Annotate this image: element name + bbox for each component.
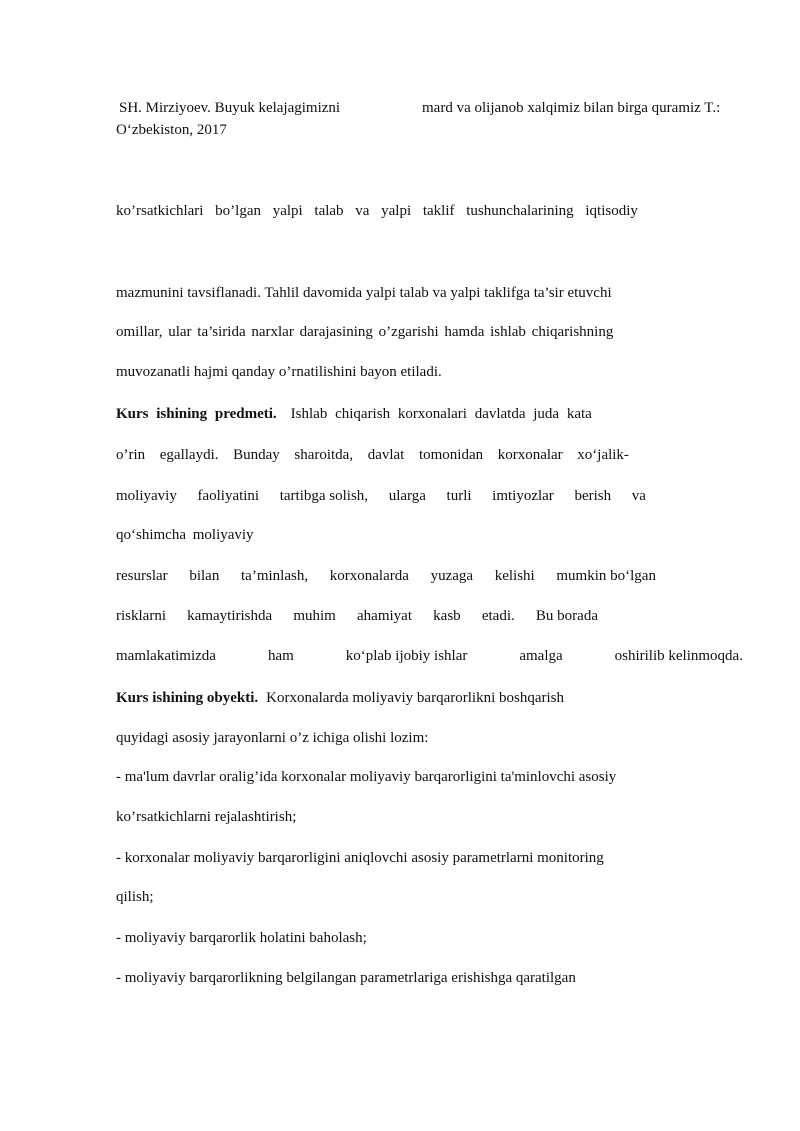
- predmet-text: Ishlab chiqarish korxonalari davlatda juda kata: [290, 406, 592, 422]
- word: ahamiyat: [357, 608, 412, 624]
- word: ularga: [388, 488, 426, 504]
- obyekt-heading: Kurs ishining obyekti.: [116, 690, 259, 706]
- word: ta’minlash,: [241, 568, 309, 584]
- word: tushunchalarining: [466, 203, 574, 219]
- word: mamlakatimizda: [116, 648, 216, 664]
- word: tartibga solish,: [279, 488, 369, 504]
- word: talab: [314, 203, 344, 219]
- word: iqtisodiy: [585, 203, 638, 219]
- predmet-line-7: [116, 647, 743, 665]
- word: o’rin: [116, 447, 146, 463]
- word: kamaytirishda: [187, 608, 273, 624]
- citation-line-1-cont: [422, 99, 720, 117]
- obyekt-text: Korxonalarda moliyaviy barqarorlikni boshqarish: [266, 690, 564, 706]
- word: yuzaga: [430, 568, 474, 584]
- word: egallaydi.: [159, 447, 219, 463]
- word: va: [355, 203, 370, 219]
- predmet-line-1: [116, 405, 592, 423]
- citation-line-2: [116, 121, 227, 139]
- word: sharoitda,: [294, 447, 354, 463]
- word: bo’lgan: [215, 203, 261, 219]
- predmet-line-5: [116, 567, 656, 585]
- predmet-line-6: [116, 607, 598, 625]
- obyekt-line-1: [116, 689, 564, 707]
- word: Bu borada: [535, 608, 598, 624]
- obyekt-line: - moliyaviy barqarorlik holatini baholash;: [116, 930, 367, 946]
- word: Bunday: [233, 447, 280, 463]
- word: berish: [574, 488, 612, 504]
- citation-line-1: [119, 99, 340, 117]
- citation-title-cont: mard va olijanob xalqimiz bilan birga quramiz T.:: [422, 100, 721, 116]
- word: moliyaviy: [116, 488, 177, 504]
- word: turli: [446, 488, 472, 504]
- predmet-heading: Kurs ishining predmeti.: [116, 406, 277, 422]
- word: kelishi: [494, 568, 535, 584]
- word: kasb: [433, 608, 461, 624]
- obyekt-line: ko’rsatkichlarni rejalashtirish;: [116, 809, 297, 825]
- word: va: [631, 488, 646, 504]
- word: korxonalarda: [329, 568, 409, 584]
- word: resurslar: [116, 568, 168, 584]
- word: ko‘plab ijobiy ishlar: [345, 648, 468, 664]
- paragraph-line: mazmunini tavsiflanadi. Tahlil davomida yalpi talab va yalpi taklifga ta’sir etuvchi: [116, 285, 612, 301]
- word: yalpi: [381, 203, 412, 219]
- word: mumkin bo‘lgan: [556, 568, 656, 584]
- word: ko’rsatkichlari: [116, 203, 204, 219]
- obyekt-line: - ma'lum davrlar oralig’ida korxonalar moliyaviy barqarorligini ta'minlovchi asosiy: [116, 769, 617, 785]
- paragraph-line: muvozanatli hajmi qanday o’rnatilishini bayon etiladi.: [116, 364, 442, 380]
- citation-author-title: SH. Mirziyoev. Buyuk kelajagimizni: [119, 100, 341, 116]
- citation-publisher: O‘zbekiston, 2017: [116, 122, 227, 138]
- word: korxonalar: [497, 447, 563, 463]
- word: taklif: [422, 203, 455, 219]
- word: bilan: [189, 568, 220, 584]
- obyekt-line: - moliyaviy barqarorlikning belgilangan parametrlariga erishishga qaratilgan: [116, 970, 576, 986]
- word: muhim: [293, 608, 336, 624]
- word: faoliyatini: [197, 488, 260, 504]
- word: oshirilib kelinmoqda.: [614, 648, 743, 664]
- word: yalpi: [272, 203, 303, 219]
- word: amalga: [519, 648, 563, 664]
- word: imtiyozlar: [492, 488, 554, 504]
- paragraph-fragment-line: [116, 202, 638, 220]
- word: tomonidan: [418, 447, 484, 463]
- paragraph-line: omillar, ular ta’sirida narxlar darajasining o’zgarishi hamda ishlab chiqarishning: [116, 324, 614, 340]
- word: ham: [267, 648, 294, 664]
- obyekt-line: qilish;: [116, 889, 154, 905]
- word: etadi.: [481, 608, 515, 624]
- obyekt-line: - korxonalar moliyaviy barqarorligini aniqlovchi asosiy parametrlarni monitoring: [116, 850, 604, 866]
- word: risklarni: [116, 608, 166, 624]
- predmet-line-4: qo‘shimcha moliyaviy: [116, 527, 254, 543]
- predmet-line-2: [116, 446, 629, 464]
- word: xo‘jalik-: [577, 447, 629, 463]
- predmet-line-3: [116, 487, 646, 505]
- obyekt-line: quyidagi asosiy jarayonlarni o’z ichiga olishi lozim:: [116, 730, 429, 746]
- word: davlat: [367, 447, 405, 463]
